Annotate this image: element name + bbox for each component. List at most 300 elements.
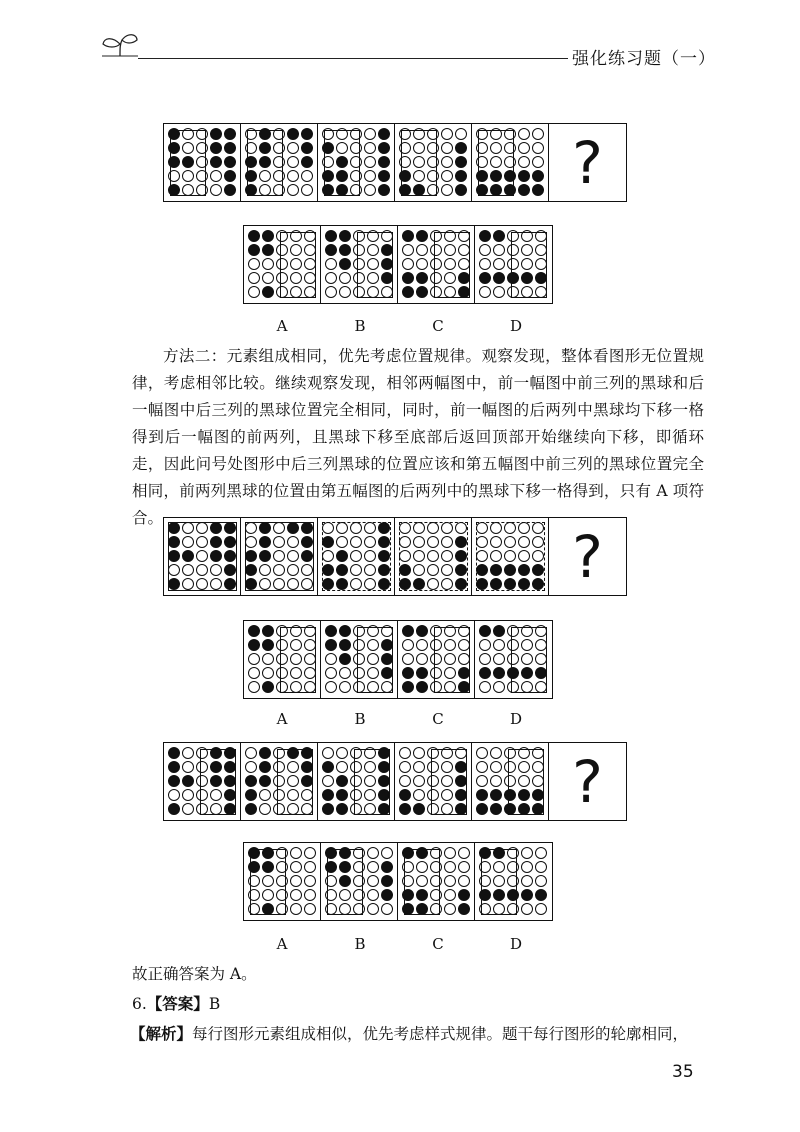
white-ball bbox=[535, 639, 547, 651]
white-ball bbox=[248, 653, 260, 665]
black-ball bbox=[416, 286, 428, 298]
white-ball bbox=[476, 128, 488, 140]
black-ball bbox=[378, 184, 390, 196]
black-ball bbox=[245, 789, 257, 801]
white-ball bbox=[350, 789, 362, 801]
white-ball bbox=[304, 903, 316, 915]
black-ball bbox=[532, 564, 544, 576]
white-ball bbox=[476, 142, 488, 154]
white-ball bbox=[336, 536, 348, 548]
white-ball bbox=[521, 286, 533, 298]
dot-grid bbox=[476, 128, 545, 197]
white-ball bbox=[504, 142, 516, 154]
black-ball bbox=[455, 536, 467, 548]
white-ball bbox=[367, 847, 379, 859]
black-ball bbox=[378, 803, 390, 815]
sequence-cell bbox=[318, 124, 395, 201]
white-ball bbox=[364, 142, 376, 154]
black-ball bbox=[210, 142, 222, 154]
white-ball bbox=[325, 272, 337, 284]
white-ball bbox=[325, 286, 337, 298]
white-ball bbox=[182, 142, 194, 154]
white-ball bbox=[427, 564, 439, 576]
white-ball bbox=[507, 847, 519, 859]
black-ball bbox=[259, 142, 271, 154]
figure3-sequence-strip bbox=[163, 742, 627, 821]
white-ball bbox=[413, 789, 425, 801]
white-ball bbox=[196, 803, 208, 815]
white-ball bbox=[339, 667, 351, 679]
white-ball bbox=[430, 875, 442, 887]
black-ball bbox=[339, 258, 351, 270]
white-ball bbox=[350, 522, 362, 534]
white-ball bbox=[430, 667, 442, 679]
option-label-d: D bbox=[509, 935, 523, 953]
white-ball bbox=[479, 258, 491, 270]
dot-grid bbox=[325, 625, 394, 694]
option-label-b: B bbox=[354, 710, 366, 728]
white-ball bbox=[441, 142, 453, 154]
white-ball bbox=[276, 639, 288, 651]
white-ball bbox=[210, 803, 222, 815]
white-ball bbox=[399, 761, 411, 773]
sequence-cell bbox=[472, 518, 549, 595]
white-ball bbox=[322, 747, 334, 759]
white-ball bbox=[196, 184, 208, 196]
white-ball bbox=[479, 681, 491, 693]
black-ball bbox=[259, 550, 271, 562]
black-ball bbox=[504, 789, 516, 801]
black-ball bbox=[476, 578, 488, 590]
black-ball bbox=[224, 156, 236, 168]
white-ball bbox=[367, 903, 379, 915]
white-ball bbox=[353, 272, 365, 284]
white-ball bbox=[413, 564, 425, 576]
white-ball bbox=[304, 625, 316, 637]
black-ball bbox=[402, 667, 414, 679]
black-ball bbox=[479, 625, 491, 637]
black-ball bbox=[322, 578, 334, 590]
white-ball bbox=[353, 258, 365, 270]
white-ball bbox=[441, 184, 453, 196]
black-ball bbox=[210, 761, 222, 773]
black-ball bbox=[339, 244, 351, 256]
black-ball bbox=[182, 775, 194, 787]
white-ball bbox=[182, 789, 194, 801]
black-ball bbox=[248, 847, 260, 859]
black-ball bbox=[210, 522, 222, 534]
white-ball bbox=[535, 903, 547, 915]
white-ball bbox=[196, 128, 208, 140]
white-ball bbox=[301, 184, 313, 196]
answer-value: B bbox=[208, 995, 221, 1013]
analysis-line bbox=[130, 1022, 688, 1044]
black-ball bbox=[224, 775, 236, 787]
black-ball bbox=[402, 903, 414, 915]
sequence-cell bbox=[241, 124, 318, 201]
white-ball bbox=[476, 761, 488, 773]
black-ball bbox=[339, 639, 351, 651]
sequence-cell bbox=[164, 124, 241, 201]
white-ball bbox=[301, 564, 313, 576]
black-ball bbox=[248, 230, 260, 242]
black-ball bbox=[322, 564, 334, 576]
white-ball bbox=[196, 761, 208, 773]
white-ball bbox=[322, 775, 334, 787]
white-ball bbox=[210, 564, 222, 576]
white-ball bbox=[290, 681, 302, 693]
black-ball bbox=[518, 803, 530, 815]
white-ball bbox=[182, 522, 194, 534]
white-ball bbox=[504, 747, 516, 759]
white-ball bbox=[507, 653, 519, 665]
black-ball bbox=[301, 536, 313, 548]
black-ball bbox=[245, 564, 257, 576]
white-ball bbox=[339, 889, 351, 901]
white-ball bbox=[287, 803, 299, 815]
white-ball bbox=[535, 244, 547, 256]
white-ball bbox=[276, 244, 288, 256]
white-ball bbox=[535, 286, 547, 298]
black-ball bbox=[378, 170, 390, 182]
black-ball bbox=[168, 803, 180, 815]
sequence-cell bbox=[472, 124, 549, 201]
black-ball bbox=[301, 761, 313, 773]
white-ball bbox=[444, 272, 456, 284]
white-ball bbox=[364, 803, 376, 815]
white-ball bbox=[304, 244, 316, 256]
white-ball bbox=[532, 522, 544, 534]
option-cell bbox=[398, 843, 475, 920]
dot-grid bbox=[245, 522, 314, 591]
black-ball bbox=[301, 522, 313, 534]
white-ball bbox=[301, 578, 313, 590]
white-ball bbox=[367, 861, 379, 873]
black-ball bbox=[259, 156, 271, 168]
black-ball bbox=[262, 244, 274, 256]
white-ball bbox=[504, 522, 516, 534]
white-ball bbox=[290, 625, 302, 637]
white-ball bbox=[367, 667, 379, 679]
question-mark-cell bbox=[549, 743, 626, 820]
dot-grid bbox=[476, 522, 545, 591]
white-ball bbox=[325, 903, 337, 915]
white-ball bbox=[367, 625, 379, 637]
white-ball bbox=[402, 653, 414, 665]
black-ball bbox=[224, 578, 236, 590]
option-cell bbox=[475, 226, 552, 303]
white-ball bbox=[196, 156, 208, 168]
answer-label: 【答案】 bbox=[146, 994, 209, 1013]
white-ball bbox=[196, 536, 208, 548]
white-ball bbox=[273, 184, 285, 196]
white-ball bbox=[427, 747, 439, 759]
black-ball bbox=[245, 578, 257, 590]
black-ball bbox=[378, 775, 390, 787]
dot-grid bbox=[248, 847, 317, 916]
white-ball bbox=[245, 128, 257, 140]
white-ball bbox=[301, 789, 313, 801]
black-ball bbox=[224, 170, 236, 182]
answer-line bbox=[132, 992, 220, 1014]
black-ball bbox=[378, 550, 390, 562]
white-ball bbox=[259, 564, 271, 576]
question-mark: ? bbox=[572, 747, 603, 816]
white-ball bbox=[259, 184, 271, 196]
white-ball bbox=[262, 272, 274, 284]
black-ball bbox=[262, 847, 274, 859]
black-ball bbox=[402, 272, 414, 284]
white-ball bbox=[399, 522, 411, 534]
dot-grid bbox=[402, 625, 471, 694]
question-number: 6. bbox=[132, 995, 147, 1013]
black-ball bbox=[413, 803, 425, 815]
black-ball bbox=[532, 578, 544, 590]
white-ball bbox=[287, 550, 299, 562]
option-label-c: C bbox=[432, 710, 444, 728]
black-ball bbox=[262, 861, 274, 873]
sprout-icon bbox=[100, 30, 140, 58]
sequence-cell bbox=[318, 518, 395, 595]
white-ball bbox=[182, 184, 194, 196]
white-ball bbox=[273, 170, 285, 182]
white-ball bbox=[504, 128, 516, 140]
black-ball bbox=[168, 536, 180, 548]
white-ball bbox=[430, 244, 442, 256]
black-ball bbox=[476, 803, 488, 815]
black-ball bbox=[325, 639, 337, 651]
white-ball bbox=[290, 861, 302, 873]
white-ball bbox=[322, 156, 334, 168]
white-ball bbox=[416, 653, 428, 665]
white-ball bbox=[287, 170, 299, 182]
black-ball bbox=[301, 747, 313, 759]
dot-grid bbox=[399, 522, 468, 591]
black-ball bbox=[458, 286, 470, 298]
black-ball bbox=[458, 681, 470, 693]
sequence-cell bbox=[318, 743, 395, 820]
white-ball bbox=[441, 550, 453, 562]
white-ball bbox=[458, 244, 470, 256]
white-ball bbox=[399, 142, 411, 154]
dot-grid bbox=[248, 625, 317, 694]
black-ball bbox=[458, 667, 470, 679]
black-ball bbox=[262, 639, 274, 651]
black-ball bbox=[245, 156, 257, 168]
white-ball bbox=[322, 128, 334, 140]
white-ball bbox=[245, 761, 257, 773]
black-ball bbox=[224, 564, 236, 576]
white-ball bbox=[521, 230, 533, 242]
white-ball bbox=[532, 761, 544, 773]
white-ball bbox=[444, 244, 456, 256]
black-ball bbox=[532, 803, 544, 815]
dot-grid bbox=[168, 128, 237, 197]
white-ball bbox=[304, 258, 316, 270]
black-ball bbox=[248, 625, 260, 637]
white-ball bbox=[259, 789, 271, 801]
question-mark-cell bbox=[549, 124, 626, 201]
black-ball bbox=[455, 564, 467, 576]
black-ball bbox=[455, 156, 467, 168]
dot-grid bbox=[325, 847, 394, 916]
black-ball bbox=[245, 550, 257, 562]
white-ball bbox=[507, 230, 519, 242]
white-ball bbox=[444, 847, 456, 859]
white-ball bbox=[287, 761, 299, 773]
white-ball bbox=[273, 761, 285, 773]
black-ball bbox=[301, 775, 313, 787]
black-ball bbox=[322, 789, 334, 801]
white-ball bbox=[427, 775, 439, 787]
white-ball bbox=[444, 625, 456, 637]
white-ball bbox=[210, 789, 222, 801]
white-ball bbox=[532, 550, 544, 562]
white-ball bbox=[413, 156, 425, 168]
black-ball bbox=[245, 775, 257, 787]
white-ball bbox=[444, 889, 456, 901]
white-ball bbox=[507, 639, 519, 651]
black-ball bbox=[399, 184, 411, 196]
white-ball bbox=[493, 681, 505, 693]
white-ball bbox=[518, 747, 530, 759]
white-ball bbox=[262, 667, 274, 679]
black-ball bbox=[416, 667, 428, 679]
black-ball bbox=[507, 272, 519, 284]
black-ball bbox=[479, 230, 491, 242]
white-ball bbox=[350, 803, 362, 815]
white-ball bbox=[367, 653, 379, 665]
white-ball bbox=[364, 522, 376, 534]
white-ball bbox=[507, 244, 519, 256]
black-ball bbox=[224, 803, 236, 815]
black-ball bbox=[262, 625, 274, 637]
white-ball bbox=[521, 847, 533, 859]
black-ball bbox=[455, 803, 467, 815]
black-ball bbox=[381, 875, 393, 887]
black-ball bbox=[182, 156, 194, 168]
white-ball bbox=[402, 244, 414, 256]
white-ball bbox=[245, 142, 257, 154]
black-ball bbox=[262, 903, 274, 915]
black-ball bbox=[518, 184, 530, 196]
black-ball bbox=[416, 903, 428, 915]
white-ball bbox=[350, 536, 362, 548]
white-ball bbox=[276, 681, 288, 693]
white-ball bbox=[322, 550, 334, 562]
white-ball bbox=[276, 875, 288, 887]
black-ball bbox=[245, 803, 257, 815]
white-ball bbox=[353, 230, 365, 242]
white-ball bbox=[427, 128, 439, 140]
black-ball bbox=[210, 747, 222, 759]
conclusion-text: 故正确答案为 A。 bbox=[132, 965, 257, 983]
white-ball bbox=[493, 653, 505, 665]
white-ball bbox=[210, 578, 222, 590]
black-ball bbox=[336, 564, 348, 576]
white-ball bbox=[476, 775, 488, 787]
white-ball bbox=[210, 184, 222, 196]
black-ball bbox=[262, 286, 274, 298]
white-ball bbox=[350, 747, 362, 759]
white-ball bbox=[325, 889, 337, 901]
white-ball bbox=[276, 667, 288, 679]
white-ball bbox=[532, 128, 544, 140]
black-ball bbox=[224, 789, 236, 801]
black-ball bbox=[378, 761, 390, 773]
white-ball bbox=[182, 536, 194, 548]
white-ball bbox=[276, 903, 288, 915]
white-ball bbox=[521, 903, 533, 915]
white-ball bbox=[248, 681, 260, 693]
white-ball bbox=[413, 128, 425, 140]
black-ball bbox=[458, 272, 470, 284]
white-ball bbox=[336, 761, 348, 773]
white-ball bbox=[364, 578, 376, 590]
black-ball bbox=[224, 536, 236, 548]
white-ball bbox=[339, 903, 351, 915]
white-ball bbox=[304, 639, 316, 651]
black-ball bbox=[416, 230, 428, 242]
white-ball bbox=[259, 170, 271, 182]
white-ball bbox=[287, 184, 299, 196]
black-ball bbox=[378, 564, 390, 576]
white-ball bbox=[273, 564, 285, 576]
white-ball bbox=[304, 653, 316, 665]
option-cell bbox=[475, 843, 552, 920]
white-ball bbox=[350, 170, 362, 182]
sequence-cell bbox=[241, 518, 318, 595]
black-ball bbox=[336, 789, 348, 801]
white-ball bbox=[427, 142, 439, 154]
white-ball bbox=[413, 775, 425, 787]
white-ball bbox=[290, 847, 302, 859]
white-ball bbox=[430, 258, 442, 270]
black-ball bbox=[521, 889, 533, 901]
white-ball bbox=[521, 861, 533, 873]
option-cell bbox=[475, 621, 552, 698]
black-ball bbox=[325, 847, 337, 859]
white-ball bbox=[290, 286, 302, 298]
white-ball bbox=[444, 258, 456, 270]
white-ball bbox=[416, 861, 428, 873]
black-ball bbox=[535, 272, 547, 284]
white-ball bbox=[518, 522, 530, 534]
black-ball bbox=[322, 170, 334, 182]
white-ball bbox=[364, 184, 376, 196]
white-ball bbox=[441, 747, 453, 759]
black-ball bbox=[259, 761, 271, 773]
white-ball bbox=[273, 775, 285, 787]
white-ball bbox=[287, 578, 299, 590]
white-ball bbox=[273, 522, 285, 534]
black-ball bbox=[378, 156, 390, 168]
white-ball bbox=[364, 128, 376, 140]
black-ball bbox=[413, 578, 425, 590]
white-ball bbox=[490, 775, 502, 787]
white-ball bbox=[413, 550, 425, 562]
white-ball bbox=[458, 625, 470, 637]
white-ball bbox=[535, 847, 547, 859]
figure1-option-labels bbox=[243, 317, 555, 335]
black-ball bbox=[325, 861, 337, 873]
white-ball bbox=[367, 286, 379, 298]
black-ball bbox=[325, 230, 337, 242]
black-ball bbox=[245, 170, 257, 182]
dot-grid bbox=[245, 128, 314, 197]
white-ball bbox=[413, 142, 425, 154]
white-ball bbox=[532, 142, 544, 154]
